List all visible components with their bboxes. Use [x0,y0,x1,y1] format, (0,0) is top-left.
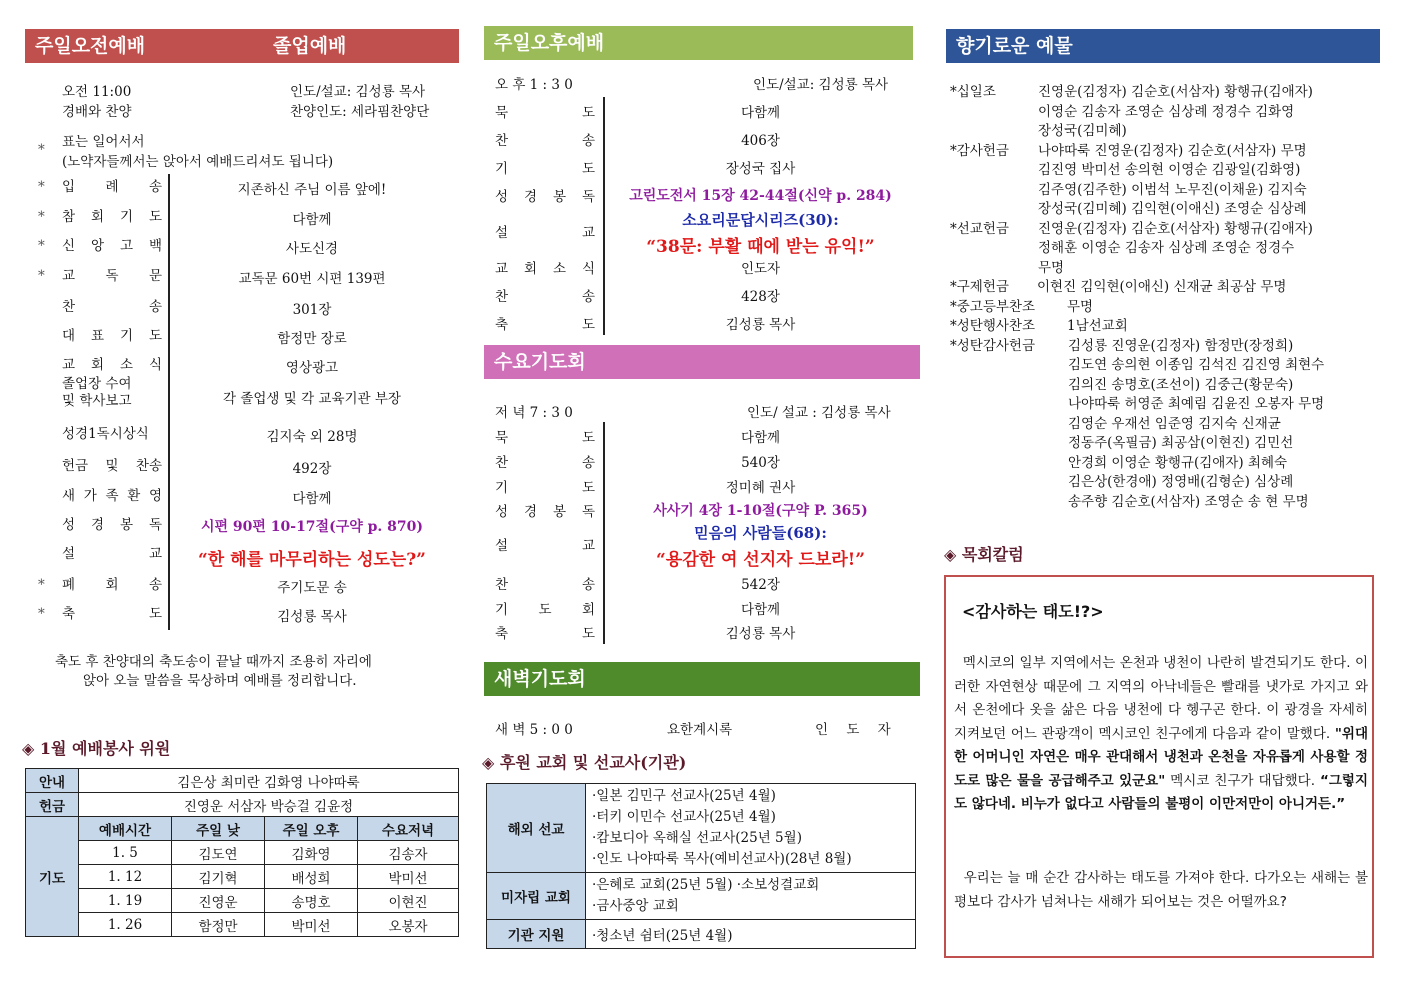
order-value: 김성룡 목사 [725,317,796,333]
table-row [487,784,916,873]
offering-names: 김주영(김주한) 이범석 노무진(이채윤) 김지숙 [1038,181,1307,198]
morning-subtitle: 경배와 찬양 [62,104,132,120]
order-label: 찬 송 [495,289,595,305]
roster-cell: 박미선 [358,865,459,889]
order-value: 다함께 [292,212,332,228]
order-value: 428장 [741,289,780,305]
morning-divider [168,174,170,630]
sermon-title: “38문: 부활 때에 받는 유익!” [646,237,875,257]
wednesday-service-title: 수요기도회 [494,351,586,373]
order-label: 교 독 문 [62,268,162,284]
order-label: 기 도 [495,161,595,177]
roster-col-wednesday: 수요저녁 [358,817,459,841]
roster-cell: 박미선 [265,913,358,937]
column-quote: "위대한 어머니인 자연은 매우 관대해서 냉천과 온천을 자유롭게 사용할 정도로 많은 물을 공급해주고 있군요" [954,725,1368,789]
standing-note-elderly: (노약자들께서는 앉아서 예배드리셔도 됩니다) [62,154,334,170]
order-value: 주기도문 송 [277,580,347,596]
order-label: 찬 송 [495,133,595,149]
list-item: ·청소년 쉼터(25년 4월) [592,928,733,944]
roster-cell: 김도연 [172,841,265,865]
afternoon-service-header [484,26,913,60]
order-value: 영상광고 [285,360,339,376]
closing-note-line2: 앉아 오늘 말씀을 묵상하며 예배를 정리합니다. [83,673,357,689]
dawn-service-header [484,662,920,696]
roster-cell: 진영운 [172,889,265,913]
order-value: 지존하신 주님 이름 앞에! [237,182,387,198]
order-value: 시편 90편 10-17절(구약 p. 870) [200,519,424,535]
order-value: 인도자 [740,261,781,277]
roster-cell: 김화영 [265,841,358,865]
order-value: 장성국 집사 [725,161,796,177]
order-value: 각 졸업생 및 각 교육기관 부장 [223,391,401,407]
order-value: 믿음의 사람들(68): [694,524,827,542]
offering-category: *중고등부찬조 [950,298,1035,315]
order-label: 찬 송 [62,299,162,315]
standing-note: 표는 일어서서 [62,134,145,150]
order-label: 성 경 봉 독 [495,189,595,205]
order-label: 성 경 봉 독 [495,504,595,520]
column-quote: “그렇지도 않다네. 비누가 없다고 사람들의 불평이 이만저만이 아니거든.” [954,772,1368,812]
offering-names: 진영운(김정자) 김순호(서삼자) 황행규(김애자) [1038,220,1313,237]
offering-names: 김의진 송명호(조선이) 김중근(황문숙) [1068,376,1294,393]
offering-title: 향기로운 예물 [956,35,1073,57]
list-item: ·금사중앙 교회 [592,898,679,914]
order-value: 김성룡 목사 [725,626,796,642]
order-value: 다함께 [740,602,781,618]
offering-names: 무명 [1038,259,1065,276]
roster-cell: 김기혁 [172,865,265,889]
afternoon-divider [603,97,605,335]
morning-service-title: 주일오전예배 [35,35,146,57]
column-text: 우리는 늘 매 순간 감사하는 태도를 가져야 한다. 다가오는 새해는 불평보다 감사가 넘쳐나는 새해가 되어보는 것은 어떨까요? [954,870,1368,910]
support-label-churches: 미자립 교회 [487,873,586,920]
column-text: 멕시코 친구가 대답했다. [1165,772,1320,789]
closing-note-line1: 축도 후 찬양대의 축도송이 끝날 때까지 조용히 자리에 [55,654,372,670]
offering-names: 장성국(김미혜) 김익현(이애신) 조영순 심상례 [1038,201,1307,217]
offering-names: 진영운(김정자) 김순호(서삼자) 황행규(김애자) [1038,84,1313,100]
order-label: 교 회 소 식 [62,357,162,373]
support-items-overseas [586,784,916,873]
morning-leader: 인도/설교: 김성룡 목사 [290,84,426,100]
wednesday-divider [603,422,605,644]
offering-category: *성탄감사헌금 [950,337,1035,354]
order-label: 신 앙 고 백 [62,238,162,254]
order-label: 설 교 [62,546,162,562]
order-label: 졸업장 수여 및 학사보고 [62,376,132,409]
wednesday-service-header [484,345,920,379]
offering-names: 송주향 김순호(서삼자) 조영순 송 현 무명 [1068,493,1309,510]
required-standing-star: * [38,179,45,195]
morning-time: 오전 11:00 [62,84,132,100]
offering-category: *구제헌금 [950,279,1009,295]
dawn-text: 요한계시록 [667,722,733,738]
afternoon-time: 오 후 1 : 3 0 [495,77,573,93]
table-row [26,889,459,913]
offering-names: 김진영 박미선 송의현 이영순 김광일(김화영) [1038,162,1301,178]
column-title: ◈ 목회칼럼 [944,545,1024,564]
sermon-title: “용감한 여 선지자 드보라!” [656,550,865,570]
guide-label: 안내 [26,769,79,793]
required-standing-star: * [38,577,45,593]
offering-names: 이현진 김익현(이애신) 신재균 최공삼 무명 [1037,279,1287,295]
order-label: 성 경 봉 독 [62,517,162,533]
order-label: 기 도 회 [495,602,595,618]
afternoon-service-title: 주일오후예배 [494,32,605,54]
offering-label: 헌금 [26,793,79,817]
table-row [26,841,459,865]
offering-names: 이영순 김송자 조영순 심상례 정경수 김화영 [1038,103,1295,120]
column-heading: <감사하는 태도!?> [962,602,1104,621]
offering-names: 정해훈 이영순 김송자 심상례 조영순 정경수 [1038,240,1295,256]
note-star: * [38,142,45,158]
order-label: 축 도 [495,626,595,642]
dawn-leader: 인 도 자 [815,722,891,738]
offering-category: *감사헌금 [950,142,1009,159]
roster-cell: 1. 19 [79,889,172,913]
list-item: ·캄보디아 옥해실 선교사(25년 5월) [592,830,802,846]
column-paragraph-2 [954,867,1368,914]
order-value: 다함께 [740,105,781,121]
order-label: 헌금 및 찬송 [62,458,162,474]
order-value: 김지숙 외 28명 [266,429,358,445]
required-standing-star: * [38,268,45,284]
roster-cell: 이현진 [358,889,459,913]
order-value: 고린도전서 15장 42-44절(신약 p. 284) [629,188,892,204]
offering-names: 나야따룩 진영운(김정자) 김순호(서삼자) 무명 [1038,142,1307,159]
offering-names: 김영순 우재선 임준영 김지숙 신재균 [1068,415,1281,432]
offering-category: *십일조 [950,84,996,100]
order-label: 찬 송 [495,455,595,471]
wednesday-time: 저 녁 7 : 3 0 [495,405,573,421]
roster-cell: 함정만 [172,913,265,937]
wednesday-leader: 인도/ 설교 : 김성룡 목사 [747,405,891,421]
offering-names: 김도연 송의현 이종임 김석진 김진영 최현수 [1068,357,1325,373]
order-value: 492장 [292,461,332,477]
roster-cell: 오봉자 [358,913,459,937]
order-label: 축 도 [495,317,595,333]
offering-names: 장성국(김미혜) [1038,123,1127,139]
offering-names: 김성룡 진영운(김정자) 함정만(장정희) [1068,337,1294,354]
order-value: 542장 [741,577,780,593]
support-items-churches [586,873,916,920]
order-value: 540장 [741,455,780,471]
column-paragraph-1 [954,652,1368,817]
order-value: 교독문 60번 시편 139편 [238,271,386,287]
roster-col-sunday-am: 주일 낮 [172,817,265,841]
order-value: 다함께 [292,491,332,507]
roster-table [25,768,459,937]
table-row [26,865,459,889]
table-row [487,920,916,949]
support-label-overseas: 해외 선교 [487,784,586,873]
morning-service-header [25,29,459,63]
guide-names: 김은상 최미란 김화영 나야따룩 [79,769,459,793]
order-label: 축 도 [62,606,162,622]
graduation-service-title: 졸업예배 [273,35,347,57]
offering-category: *선교헌금 [950,220,1009,237]
support-table [486,783,916,949]
prayer-label: 기도 [26,817,79,937]
order-value: 다함께 [740,430,781,446]
list-item: ·터키 이민수 선교사(25년 4월) [592,809,776,825]
order-label: 성경1독시상식 [62,426,149,442]
order-label: 설 교 [495,538,595,554]
offering-names: 김은상(한경애) 정영배(김형순) 심상례 [1068,474,1294,490]
order-value: 사도신경 [285,241,339,257]
order-label: 찬 송 [495,577,595,593]
order-value: 사사기 4장 1-10절(구약 P. 365) [653,503,868,519]
roster-cell: 송명호 [265,889,358,913]
table-row [26,913,459,937]
offering-names: 무명 [1067,298,1094,315]
required-standing-star: * [38,238,45,254]
roster-title [22,736,170,759]
roster-cell: 1. 26 [79,913,172,937]
roster-cell: 배성희 [265,865,358,889]
order-label: 참 회 기 도 [62,209,162,225]
offering-names: 진영운 서삼자 박승걸 김윤정 [79,793,459,817]
order-value: 정미혜 권사 [725,480,796,496]
order-label: 새 가 족 환 영 [62,488,162,504]
offering-header [946,29,1380,63]
table-row [487,873,916,920]
required-standing-star: * [38,606,45,622]
order-value: 함정만 장로 [277,331,347,347]
roster-cell: 1. 5 [79,841,172,865]
order-label: 기 도 [495,480,595,496]
offering-names: 정동주(옥필금) 최공삼(이현진) 김민선 [1068,435,1294,451]
offering-names: 1남선교회 [1067,318,1128,334]
roster-cell: 김송자 [358,841,459,865]
order-value: 301장 [292,302,332,318]
order-label: 폐 회 송 [62,577,162,593]
required-standing-star: * [38,209,45,225]
support-items-institution [586,920,916,949]
roster-title-text: ◈ 1월 예배봉사 위원 [22,739,171,758]
order-value: 김성룡 목사 [277,609,347,625]
roster-col-sunday-pm: 주일 오후 [265,817,358,841]
order-label: 입 례 송 [62,179,162,195]
order-label: 묵 도 [495,105,595,121]
order-label: 묵 도 [495,430,595,446]
list-item: ·일본 김민구 선교사(25년 4월) [592,788,776,804]
roster-col-time: 예배시간 [79,817,172,841]
support-label-institution: 기관 지원 [487,920,586,949]
order-value: 소요리문답시리즈(30): [682,211,839,229]
dawn-service-title: 새벽기도회 [494,668,586,690]
dawn-time: 새 벽 5 : 0 0 [495,722,573,738]
order-label: 대 표 기 도 [62,328,162,344]
offering-category: *성탄행사찬조 [950,318,1035,334]
morning-choir: 찬양인도: 세라핌찬양단 [290,104,430,120]
list-item: ·은혜로 교회(25년 5월) ·소보성결교회 [592,877,820,893]
order-label: 교 회 소 식 [495,261,595,277]
column-text: 멕시코의 일부 지역에서는 온천과 냉천이 나란히 발견되기도 한다. 이러한 자연현상 때문에 그 지역의 아낙네들은 빨래를 냇가로 가지고 와서 온천에다 옷을 삶은 다음 냉천에 다 헹구곤 한다. 이 광경을 자세히 지켜보던 어느 관광객이 멕시코인 친구에게 다음과 같이 말했다. [954,655,1368,742]
support-title: ◈ 후원 교회 및 선교사(기관) [482,753,687,772]
order-value: “한 해를 마무리하는 성도는?” [198,550,426,570]
order-value: 406장 [741,133,780,149]
afternoon-leader: 인도/설교: 김성룡 목사 [753,77,889,93]
offering-names: 안경희 이영순 황행규(김애자) 최혜숙 [1068,454,1288,471]
pastor-column-box [944,575,1374,958]
list-item: ·인도 나야따룩 목사(예비선교사)(28년 8월) [592,851,852,867]
order-label: 설 교 [495,225,595,241]
roster-cell: 1. 12 [79,865,172,889]
offering-names: 나야따룩 허영준 최예림 김윤진 오봉자 무명 [1068,396,1325,412]
